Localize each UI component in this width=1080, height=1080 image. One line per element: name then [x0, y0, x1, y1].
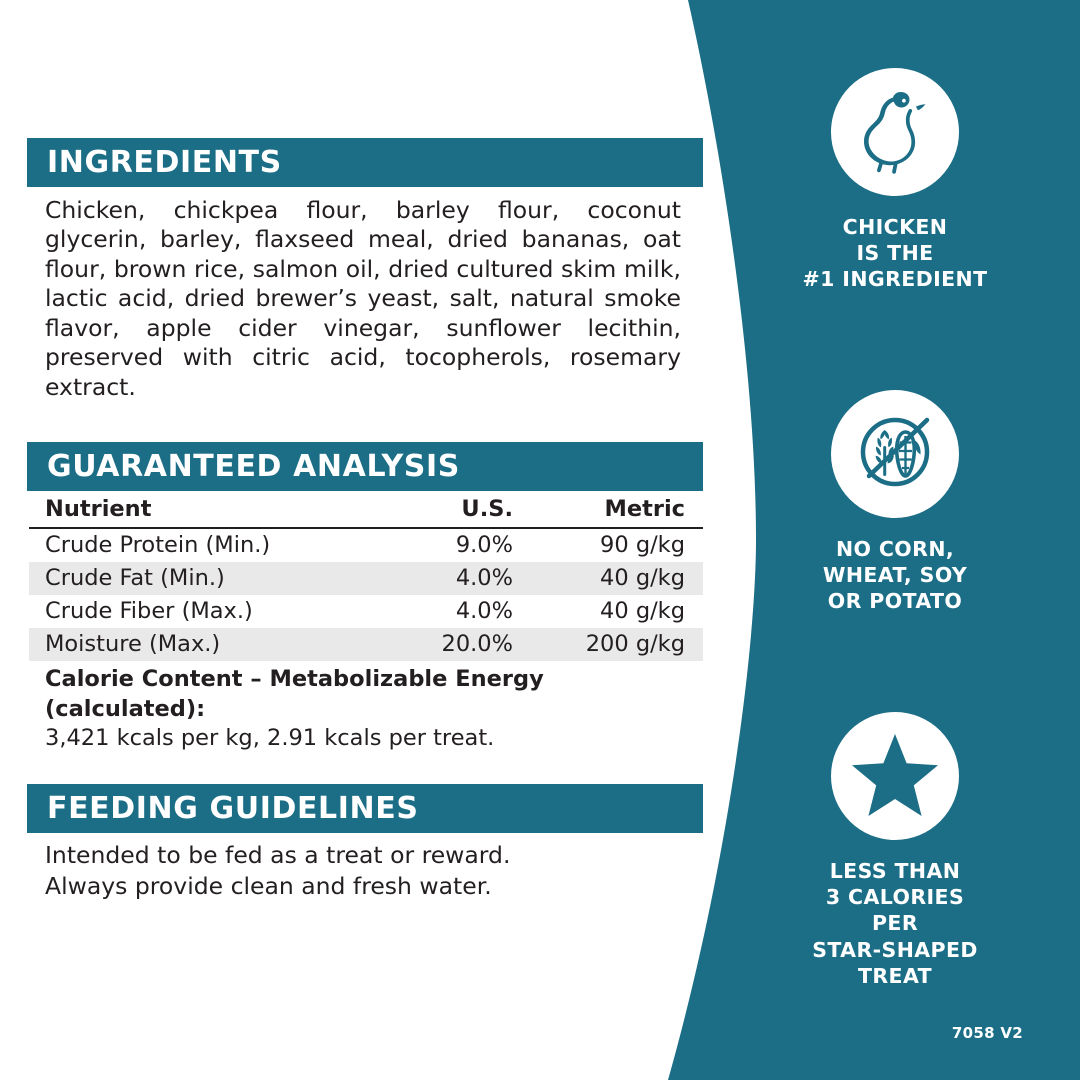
badge-no-grain-text [823, 536, 967, 615]
badge-no-grain-circle [831, 390, 959, 518]
ingredients-body: Chicken, chickpea flour, barley flour, coconut glycerin, barley, flaxseed meal, dried bananas, oat flour, brown rice, salmon oil, dried cultured skim milk, lactic acid, dried brewer’s yeast, salt, natural smoke flavor, apple cider vinegar, sunflower lecithin, preserved with citric acid, tocopherols, rosemary extract. [45, 196, 681, 401]
feeding-guidelines-header: FEEDING GUIDELINES [27, 784, 703, 833]
badge-calories-line5: TREAT [857, 963, 933, 988]
badge-calories-line4: STAR-SHAPED [812, 937, 978, 962]
badge-calories-line2: 3 CALORIES [825, 885, 965, 910]
cell-us: 20.0% [335, 628, 535, 661]
no-grain-icon [847, 406, 943, 502]
cell-nutrient: Crude Protein (Min.) [45, 532, 271, 558]
table-row [29, 628, 703, 661]
badge-calories-text [812, 858, 978, 989]
cell-us: 4.0% [335, 562, 535, 595]
table-row [29, 595, 703, 628]
cell-nutrient: Crude Fat (Min.) [29, 562, 335, 595]
calorie-content-value: 3,421 kcals per kg, 2.91 kcals per treat. [45, 725, 495, 752]
badge-no-grain-line2: WHEAT, SOY [822, 563, 968, 588]
badge-no-grain-line3: OR POTATO [827, 589, 963, 614]
guaranteed-analysis-table [29, 494, 703, 661]
badge-calories [735, 712, 1055, 989]
star-icon [849, 732, 941, 820]
badge-list [720, 0, 1080, 1080]
chicken-icon [855, 89, 935, 175]
calorie-content-block [45, 665, 705, 754]
column-header-metric: Metric [535, 494, 703, 528]
cell-metric: 40 g/kg [535, 562, 703, 595]
feeding-guidelines-body [45, 840, 685, 903]
badge-calories-circle [831, 712, 959, 840]
ingredients-header: INGREDIENTS [27, 138, 703, 187]
cell-nutrient: Moisture (Max.) [29, 628, 335, 661]
column-header-us: U.S. [335, 494, 535, 528]
badge-chicken [735, 68, 1055, 293]
cell-nutrient: Crude Fiber (Max.) [45, 598, 253, 624]
right-teal-panel [660, 0, 1080, 1080]
calorie-content-label: Calorie Content – Metabolizable Energy (calculated): [45, 666, 544, 722]
feeding-line-1: Intended to be fed as a treat or reward. [45, 841, 511, 869]
feeding-line-2: Always provide clean and fresh water. [45, 872, 492, 901]
cell-us: 4.0% [455, 598, 513, 624]
badge-chicken-line2: IS THE [856, 241, 934, 266]
cell-metric: 90 g/kg [600, 532, 685, 558]
table-header-row [29, 494, 703, 528]
badge-chicken-line3: #1 INGREDIENT [802, 267, 988, 292]
badge-chicken-circle [831, 68, 959, 196]
cell-us: 9.0% [455, 532, 513, 558]
guaranteed-analysis-header: GUARANTEED ANALYSIS [27, 442, 703, 491]
cell-metric: 200 g/kg [535, 628, 703, 661]
table-row [29, 528, 703, 562]
badge-chicken-line1: CHICKEN [842, 215, 948, 239]
table-row [29, 562, 703, 595]
product-code: 7058 V2 [951, 1024, 1023, 1042]
badge-chicken-text [803, 214, 988, 293]
badge-calories-line1: LESS THAN [829, 859, 961, 883]
column-header-nutrient: Nutrient [29, 494, 335, 528]
badge-no-grain-line1: NO CORN, [835, 537, 955, 561]
cell-metric: 40 g/kg [600, 598, 685, 624]
badge-no-grain [735, 390, 1055, 615]
badge-calories-line3: PER [871, 911, 918, 936]
